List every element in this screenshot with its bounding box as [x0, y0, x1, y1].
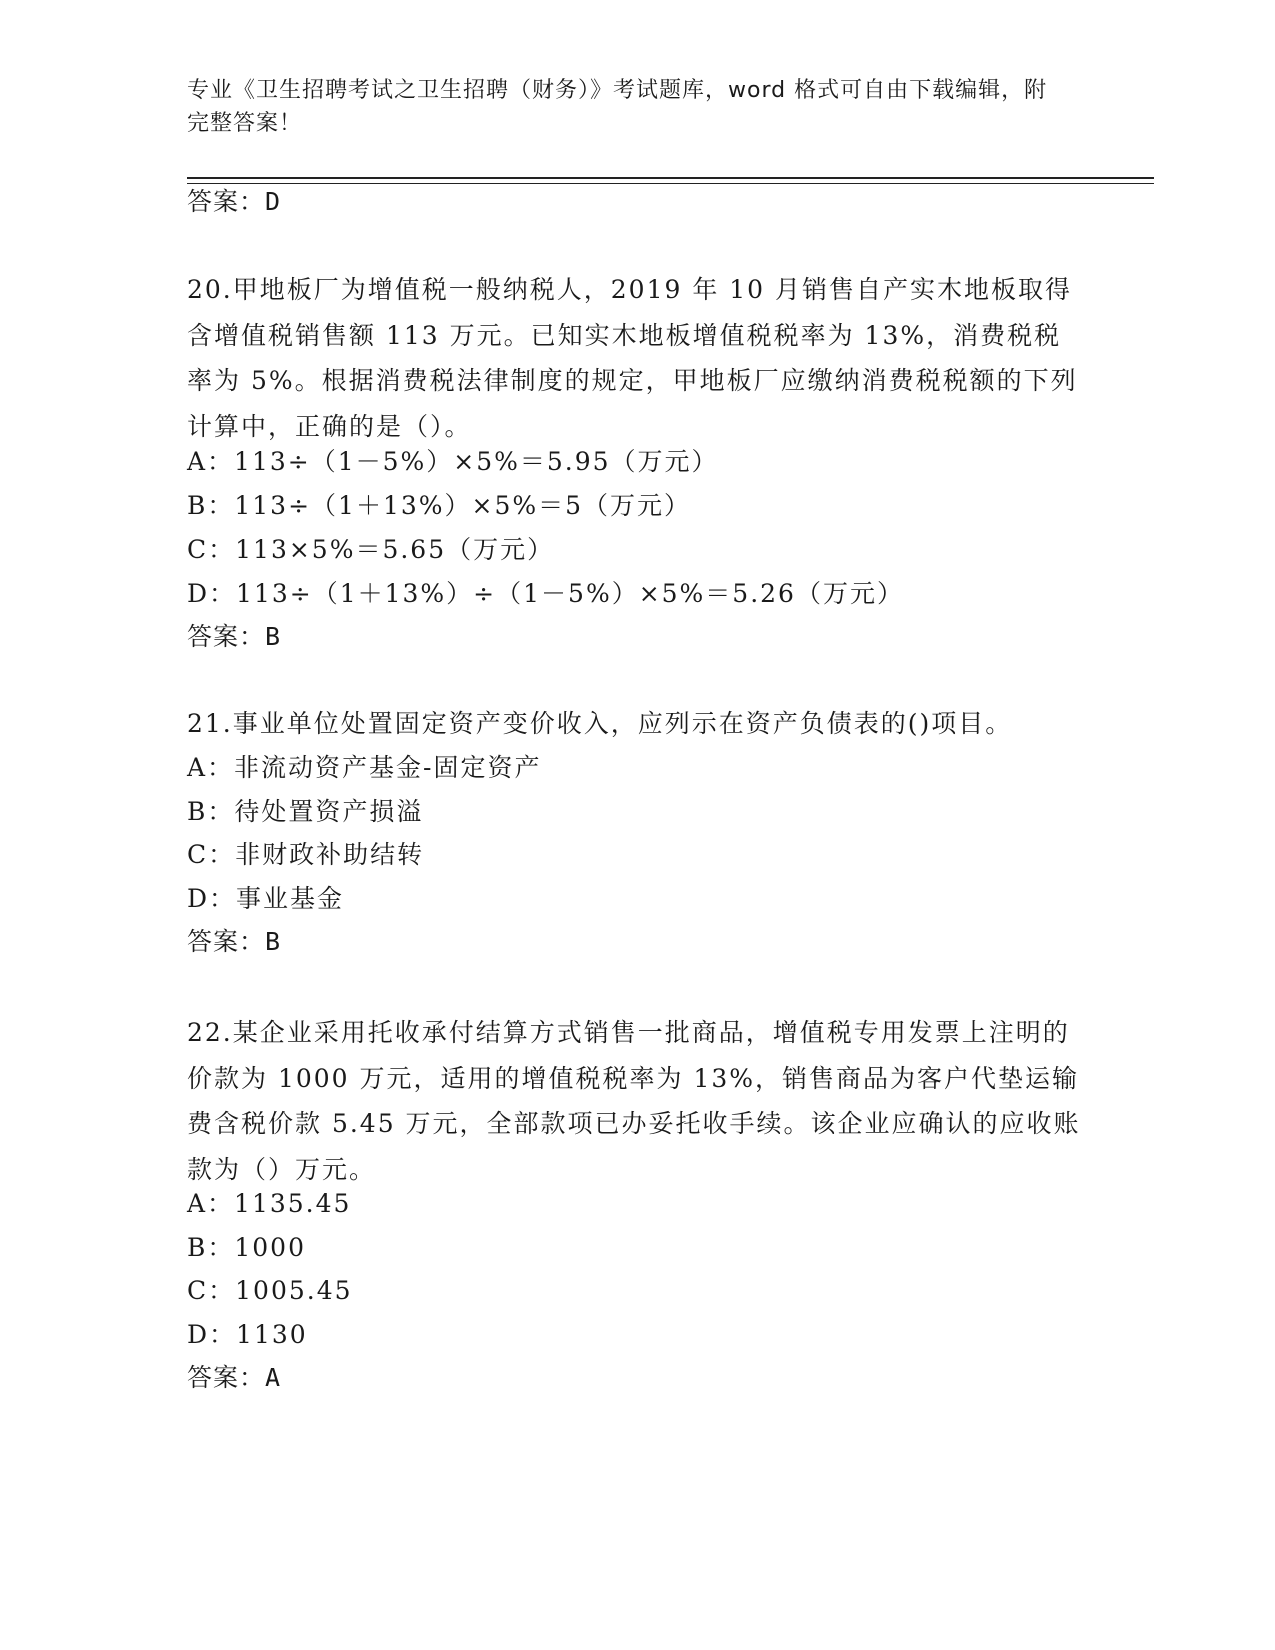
question-22-option-d: D：1130: [187, 1320, 308, 1349]
question-22-answer: [187, 1360, 281, 1396]
answer-value: D: [265, 187, 282, 216]
question-20-answer: [187, 619, 281, 655]
answer-label: 答案：: [187, 1363, 266, 1392]
question-22-option-a: A：1135.45: [187, 1189, 352, 1218]
header-rule-thin: [187, 183, 1154, 184]
question-20-stem: 20.甲地板厂为增值税一般纳税人，2019 年 10 月销售自产实木地板取得含增值税销售额 113 万元。已知实木地板增值税税率为 13%，消费税税率为 5%。根据消费税法律制度的规定，甲地板厂应缴纳消费税税额的下列计算中，正确的是（）。: [187, 275, 1078, 441]
question-22-option-c: C：1005.45: [187, 1276, 353, 1305]
question-20-option-a: A：113÷（1－5%）×5%＝5.95（万元）: [187, 447, 719, 476]
question-21-option-d: D：事业基金: [187, 884, 345, 913]
answer-value: A: [265, 1363, 282, 1392]
previous-answer: [187, 184, 281, 220]
question-21-stem: 21.事业单位处置固定资产变价收入，应列示在资产负债表的()项目。: [187, 709, 1013, 738]
question-20-option-c: C：113×5%＝5.65（万元）: [187, 535, 555, 564]
question-22-option-b: B：1000: [187, 1233, 306, 1262]
answer-value: B: [265, 622, 282, 651]
question-21-option-b: B：待处置资产损溢: [187, 797, 424, 826]
answer-label: 答案：: [187, 622, 266, 651]
question-21-option-c: C：非财政补助结转: [187, 840, 425, 869]
question-20-option-b: B：113÷（1＋13%）×5%＝5（万元）: [187, 491, 692, 520]
question-20-option-d: D：113÷（1＋13%）÷（1－5%）×5%＝5.26（万元）: [187, 579, 904, 608]
document-header: 专业《卫生招聘考试之卫生招聘（财务）》考试题库，word 格式可自由下载编辑，附完整答案！: [187, 78, 1048, 136]
question-21-option-a: A：非流动资产基金-固定资产: [187, 753, 542, 782]
question-22-stem: 22.某企业采用托收承付结算方式销售一批商品，增值税专用发票上注明的价款为 1000 万元，适用的增值税税率为 13%，销售商品为客户代垫运输费含税价款 5.45 万元，全部款项已办妥托收手续。该企业应确认的应收账款为（）万元。: [187, 1018, 1081, 1184]
answer-value: B: [265, 927, 282, 956]
answer-label: 答案：: [187, 927, 266, 956]
header-rule-thick: [187, 177, 1154, 179]
answer-label: 答案：: [187, 187, 266, 216]
question-21-answer: [187, 924, 281, 960]
